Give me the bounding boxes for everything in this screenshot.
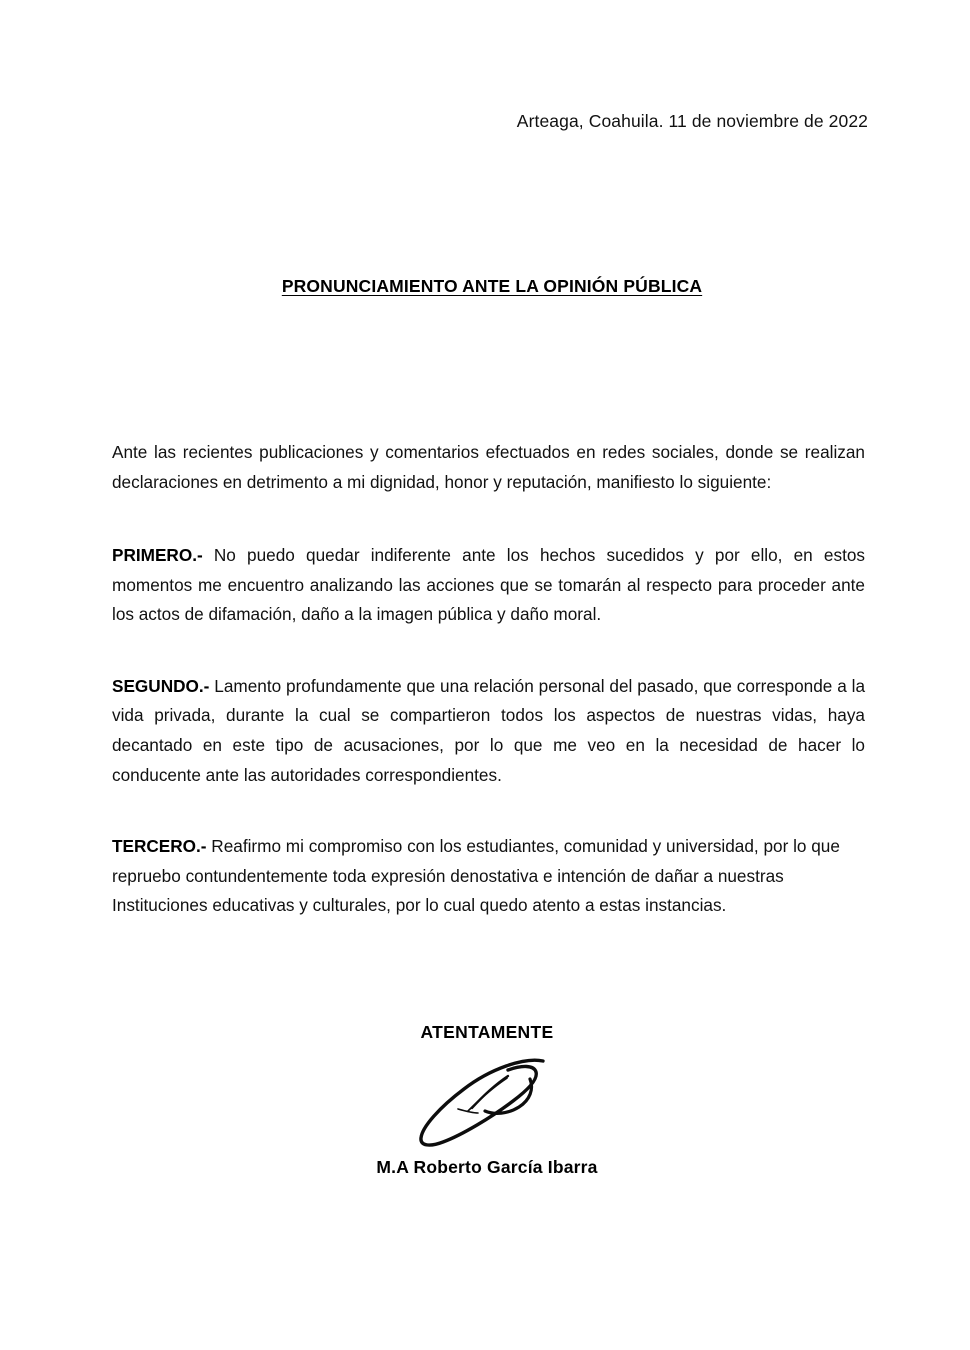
closing-salutation: ATENTAMENTE: [420, 1022, 554, 1042]
title-container: [56, 276, 928, 297]
clause-primero-text: No puedo quedar indiferente ante los hechos sucedidos y por ello, en estos momentos me encuentro analizando las acciones que se tomarán al respecto para proceder ante los actos de difamación, daño a la imagen pública y daño moral.: [112, 545, 865, 625]
clause-tercero: [112, 832, 865, 921]
clause-tercero-lead: TERCERO.-: [112, 836, 207, 857]
clause-primero-lead: PRIMERO.-: [112, 545, 203, 566]
date-line: Arteaga, Coahuila. 11 de noviembre de 2022: [516, 111, 868, 131]
handwritten-signature-icon: [237, 1051, 737, 1155]
clause-primero: [112, 541, 865, 630]
clause-segundo-lead: SEGUNDO.-: [112, 675, 210, 696]
clause-segundo: [112, 672, 865, 790]
document-body: [112, 438, 865, 921]
signer-name: M.A Roberto García Ibarra: [376, 1157, 598, 1177]
signature-block: [237, 1022, 737, 1178]
clause-tercero-text: Reafirmo mi compromiso con los estudiantes, comunidad y universidad, por lo que repruebo contundentemente toda expresión denostativa e intención de dañar a nuestras Instituciones educativas y culturales, por lo cual quedo atento a estas instancias.: [112, 836, 840, 916]
page-title: PRONUNCIAMIENTO ANTE LA OPINIÓN PÚBLICA: [281, 276, 703, 296]
intro-paragraph: Ante las recientes publicaciones y comentarios efectuados en redes sociales, donde se realizan declaraciones en detrimento a mi dignidad, honor y reputación, manifiesto lo siguiente:: [112, 442, 865, 492]
clause-segundo-text: Lamento profundamente que una relación personal del pasado, que corresponde a la vida privada, durante la cual se compartieron todos los aspectos de nuestras vidas, haya decantado en este tipo de acusaciones, por lo que me veo en la necesidad de hacer lo conducente ante las autoridades correspondientes.: [112, 675, 865, 785]
